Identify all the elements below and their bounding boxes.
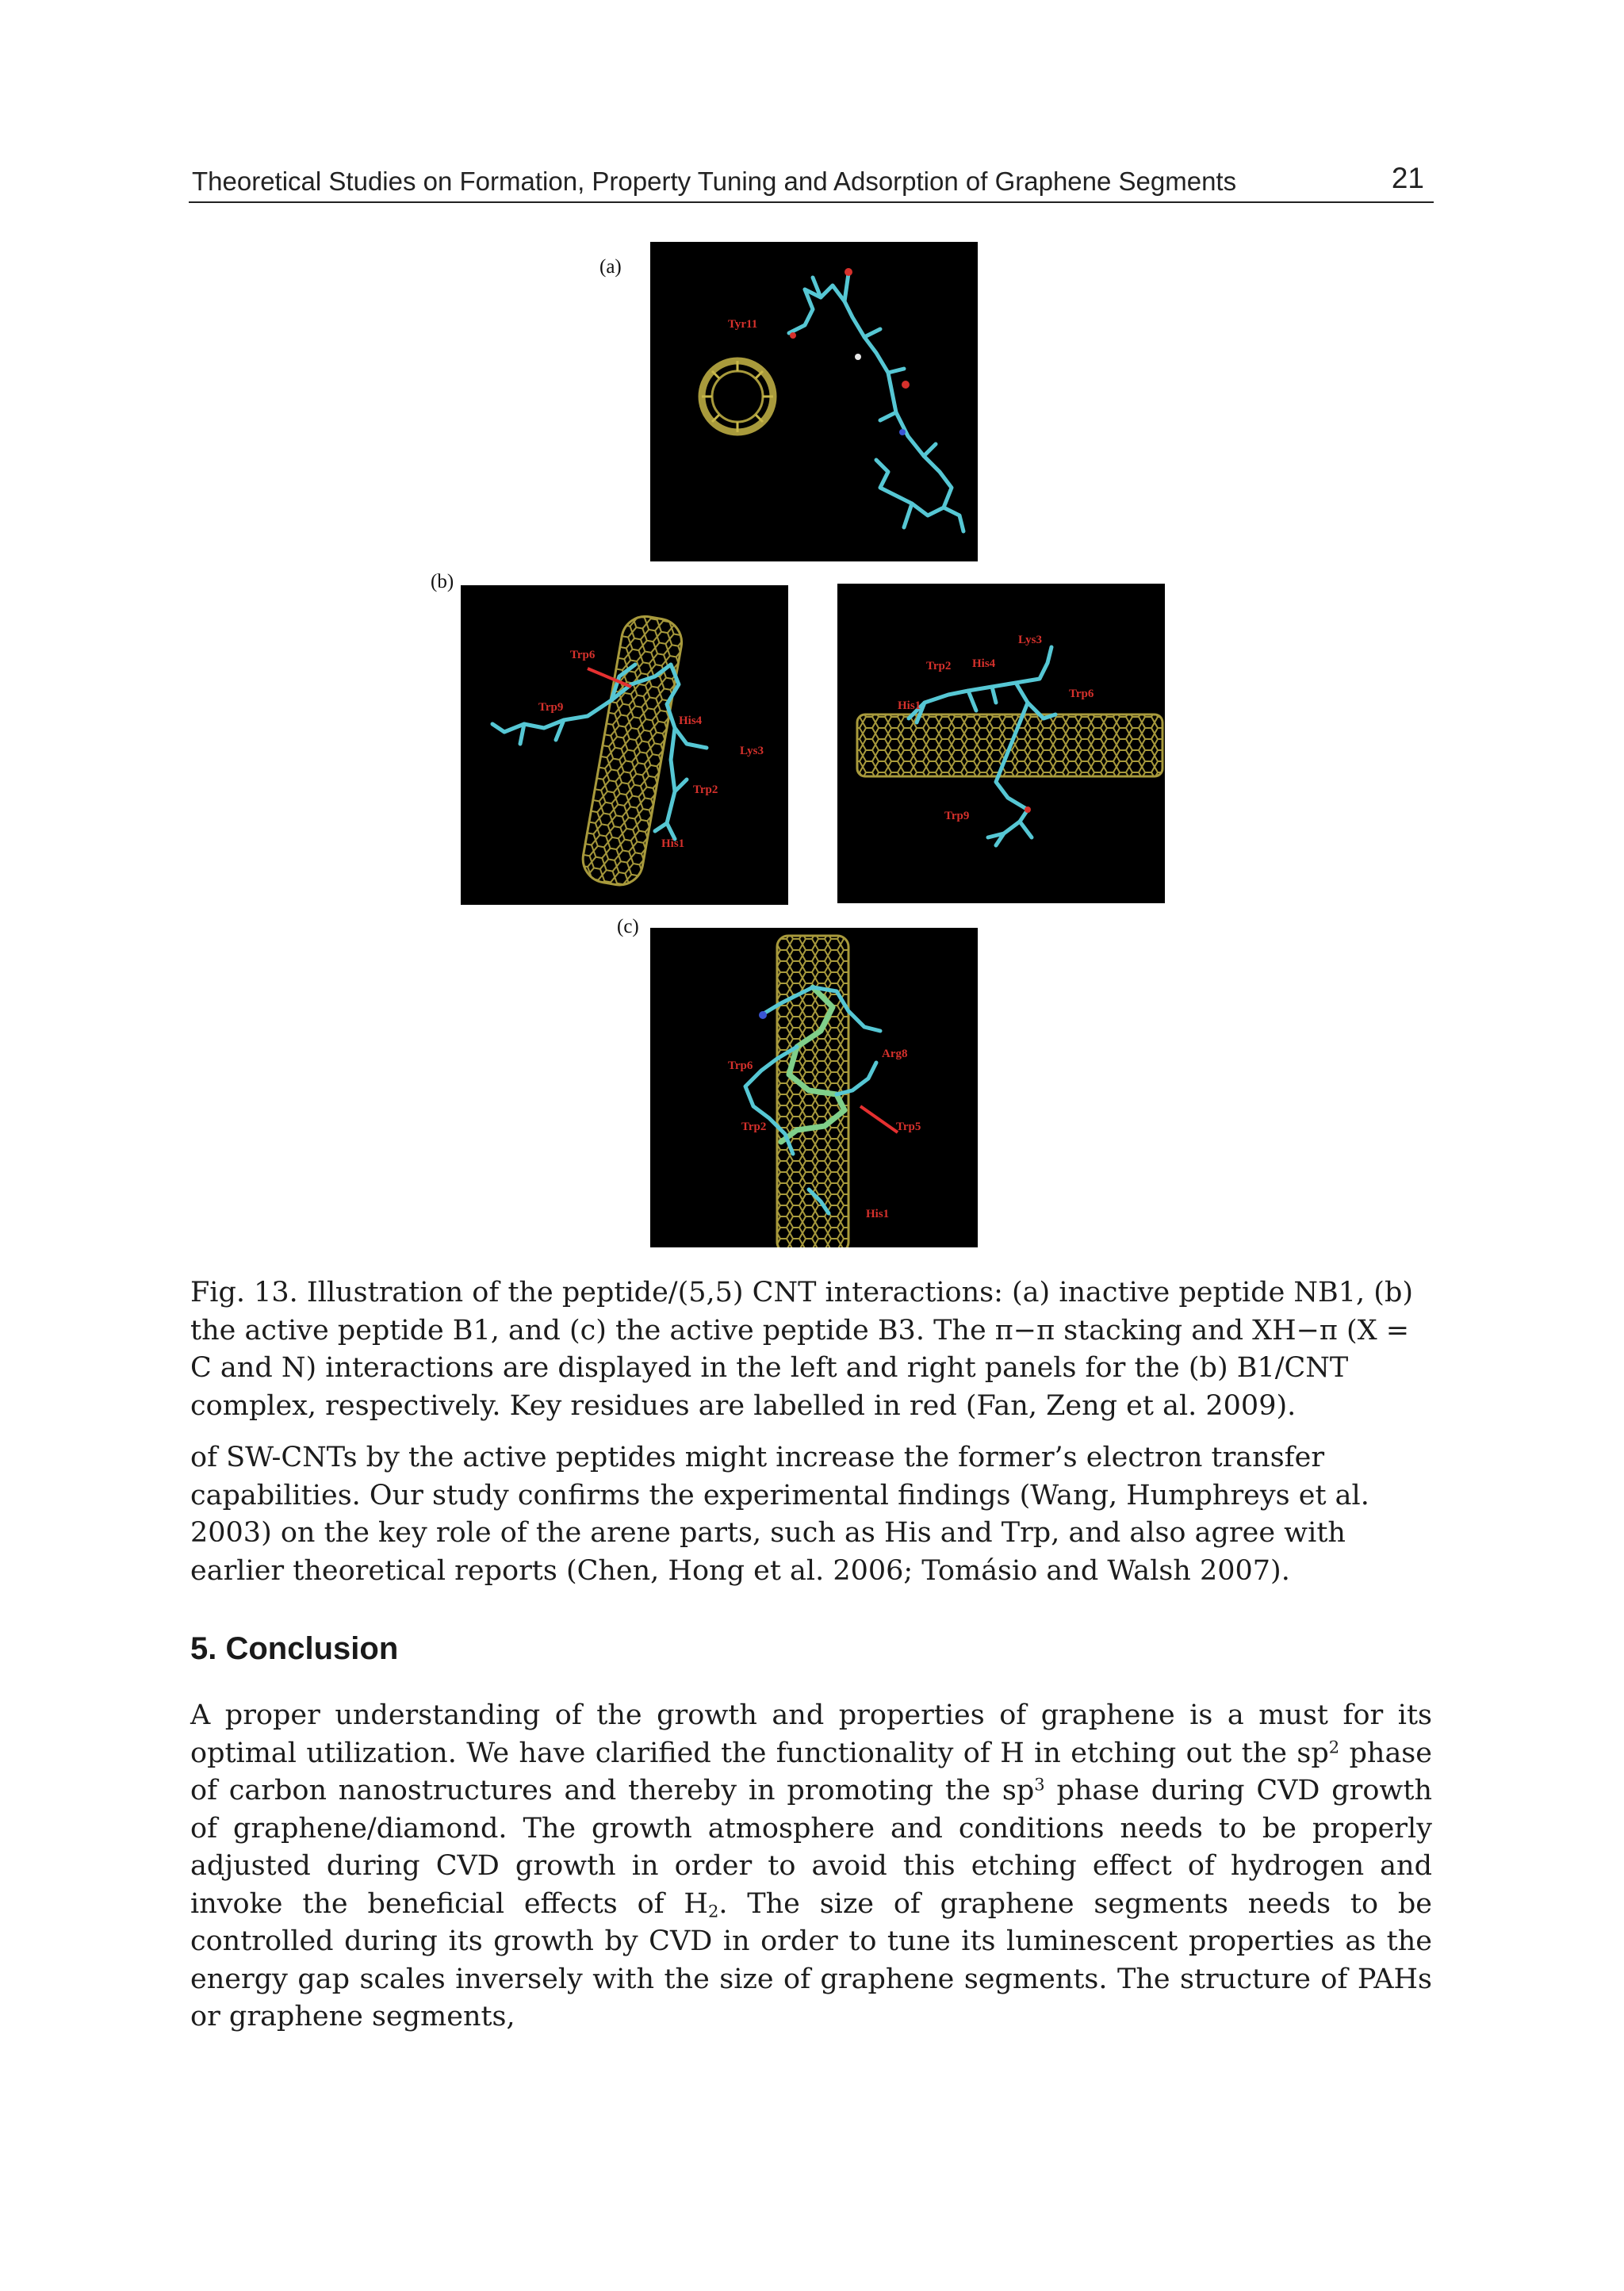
nanotube-ring [702,361,773,432]
pi-stacking-line [860,1106,898,1132]
residue-label-b-left-6: His1 [661,837,685,850]
residue-label-b-left-1: Trp6 [570,649,596,661]
atom-highlight [1025,806,1031,813]
conclusion-text-3: phase during CVD growth of graphene/diamond. The growth atmosphere and conditions needs to be properly adjusted during CVD growth in order to avoid this etching effect of hydrogen and invoke the beneficial effects of H [190,1775,1432,1920]
residue-label-b-right-4: Trp6 [1069,688,1094,700]
residue-label-b-left-3: His4 [679,715,703,727]
panel-a-molecular-render [650,242,978,561]
figure-label-a: (a) [599,256,622,278]
page-number: 21 [1391,162,1424,194]
residue-label-b-left-4: Lys3 [740,745,764,757]
figure-panel-b-right [837,584,1165,903]
residue-label-b-right-6: Trp9 [944,810,970,822]
subscript-2: 2 [707,1901,719,1921]
figure-panel-c [650,928,978,1247]
panel-c-molecular-render [650,928,978,1247]
residue-label-b-right-5: His1 [898,699,921,712]
residue-label-c-2: Trp6 [728,1059,753,1072]
superscript-3: 3 [1034,1775,1045,1795]
panel-b-right-molecular-render [837,584,1165,903]
peptide-backbone [789,274,963,531]
figure-label-c: (c) [617,916,639,937]
atom-highlight [759,1011,767,1019]
residue-label-c-4: Trp5 [896,1121,921,1133]
conclusion-paragraph [190,1697,1432,2036]
residue-label-b-right-1: Lys3 [1018,634,1043,646]
residue-label-b-right-3: His4 [972,657,996,670]
figure-panel-a [650,242,978,561]
conclusion-text-1: A proper understanding of the growth and properties of graphene is a must for its optimal utilization. We have clarified the functionality of H in etching out the sp [190,1699,1432,1769]
conclusion-text-4: . The size of graphene segments needs to be controlled during its growth by CVD in order to tune its luminescent properties as the energy gap scales inversely with the size of graphene segments. The structure of PAHs or graphene segments, [190,1887,1432,2032]
residue-label-c-3: Trp2 [741,1121,767,1133]
panel-b-left-molecular-render [461,585,788,905]
figure-label-b: (b) [431,571,454,592]
residue-label-a-1: Tyr11 [728,318,758,331]
superscript-2: 2 [1328,1737,1340,1757]
residue-label-b-right-2: Trp2 [926,660,952,672]
residue-label-b-left-2: Trp9 [538,701,564,714]
residue-label-c-1: Arg8 [882,1048,908,1060]
conclusion-text-2: phase of carbon nanostructures and thereby in promoting the sp [190,1737,1432,1806]
figure-caption: Fig. 13. Illustration of the peptide/(5,5) CNT interactions: (a) inactive peptide NB1, (b) the active peptide B1, and (c) the active peptide B3. The π−π stacking and XH−π (X = C and N) interactions are displayed in the left and right panels for the (b) B1/CNT complex, respectively. Key residues are labelled in red (Fan, Zeng et al. 2009). [190,1277,1413,1422]
body-paragraph: of SW-CNTs by the active peptides might increase the former’s electron transfer capabilities. Our study confirms the experimental findings (Wang, Humphreys et al. 2003) on the key role of the arene parts, such as His and Trp, and also agree with earlier theoretical reports (Chen, Hong et al. 2006; Tomásio and Walsh 2007). [190,1442,1369,1587]
running-title: Theoretical Studies on Formation, Property Tuning and Adsorption of Graphene Segments [192,167,1237,196]
residue-label-c-5: His1 [866,1208,890,1220]
figure-panel-b-left [461,585,788,905]
residue-label-b-left-5: Trp2 [693,783,718,796]
section-heading: 5. Conclusion [190,1631,399,1666]
running-header [189,162,1434,203]
